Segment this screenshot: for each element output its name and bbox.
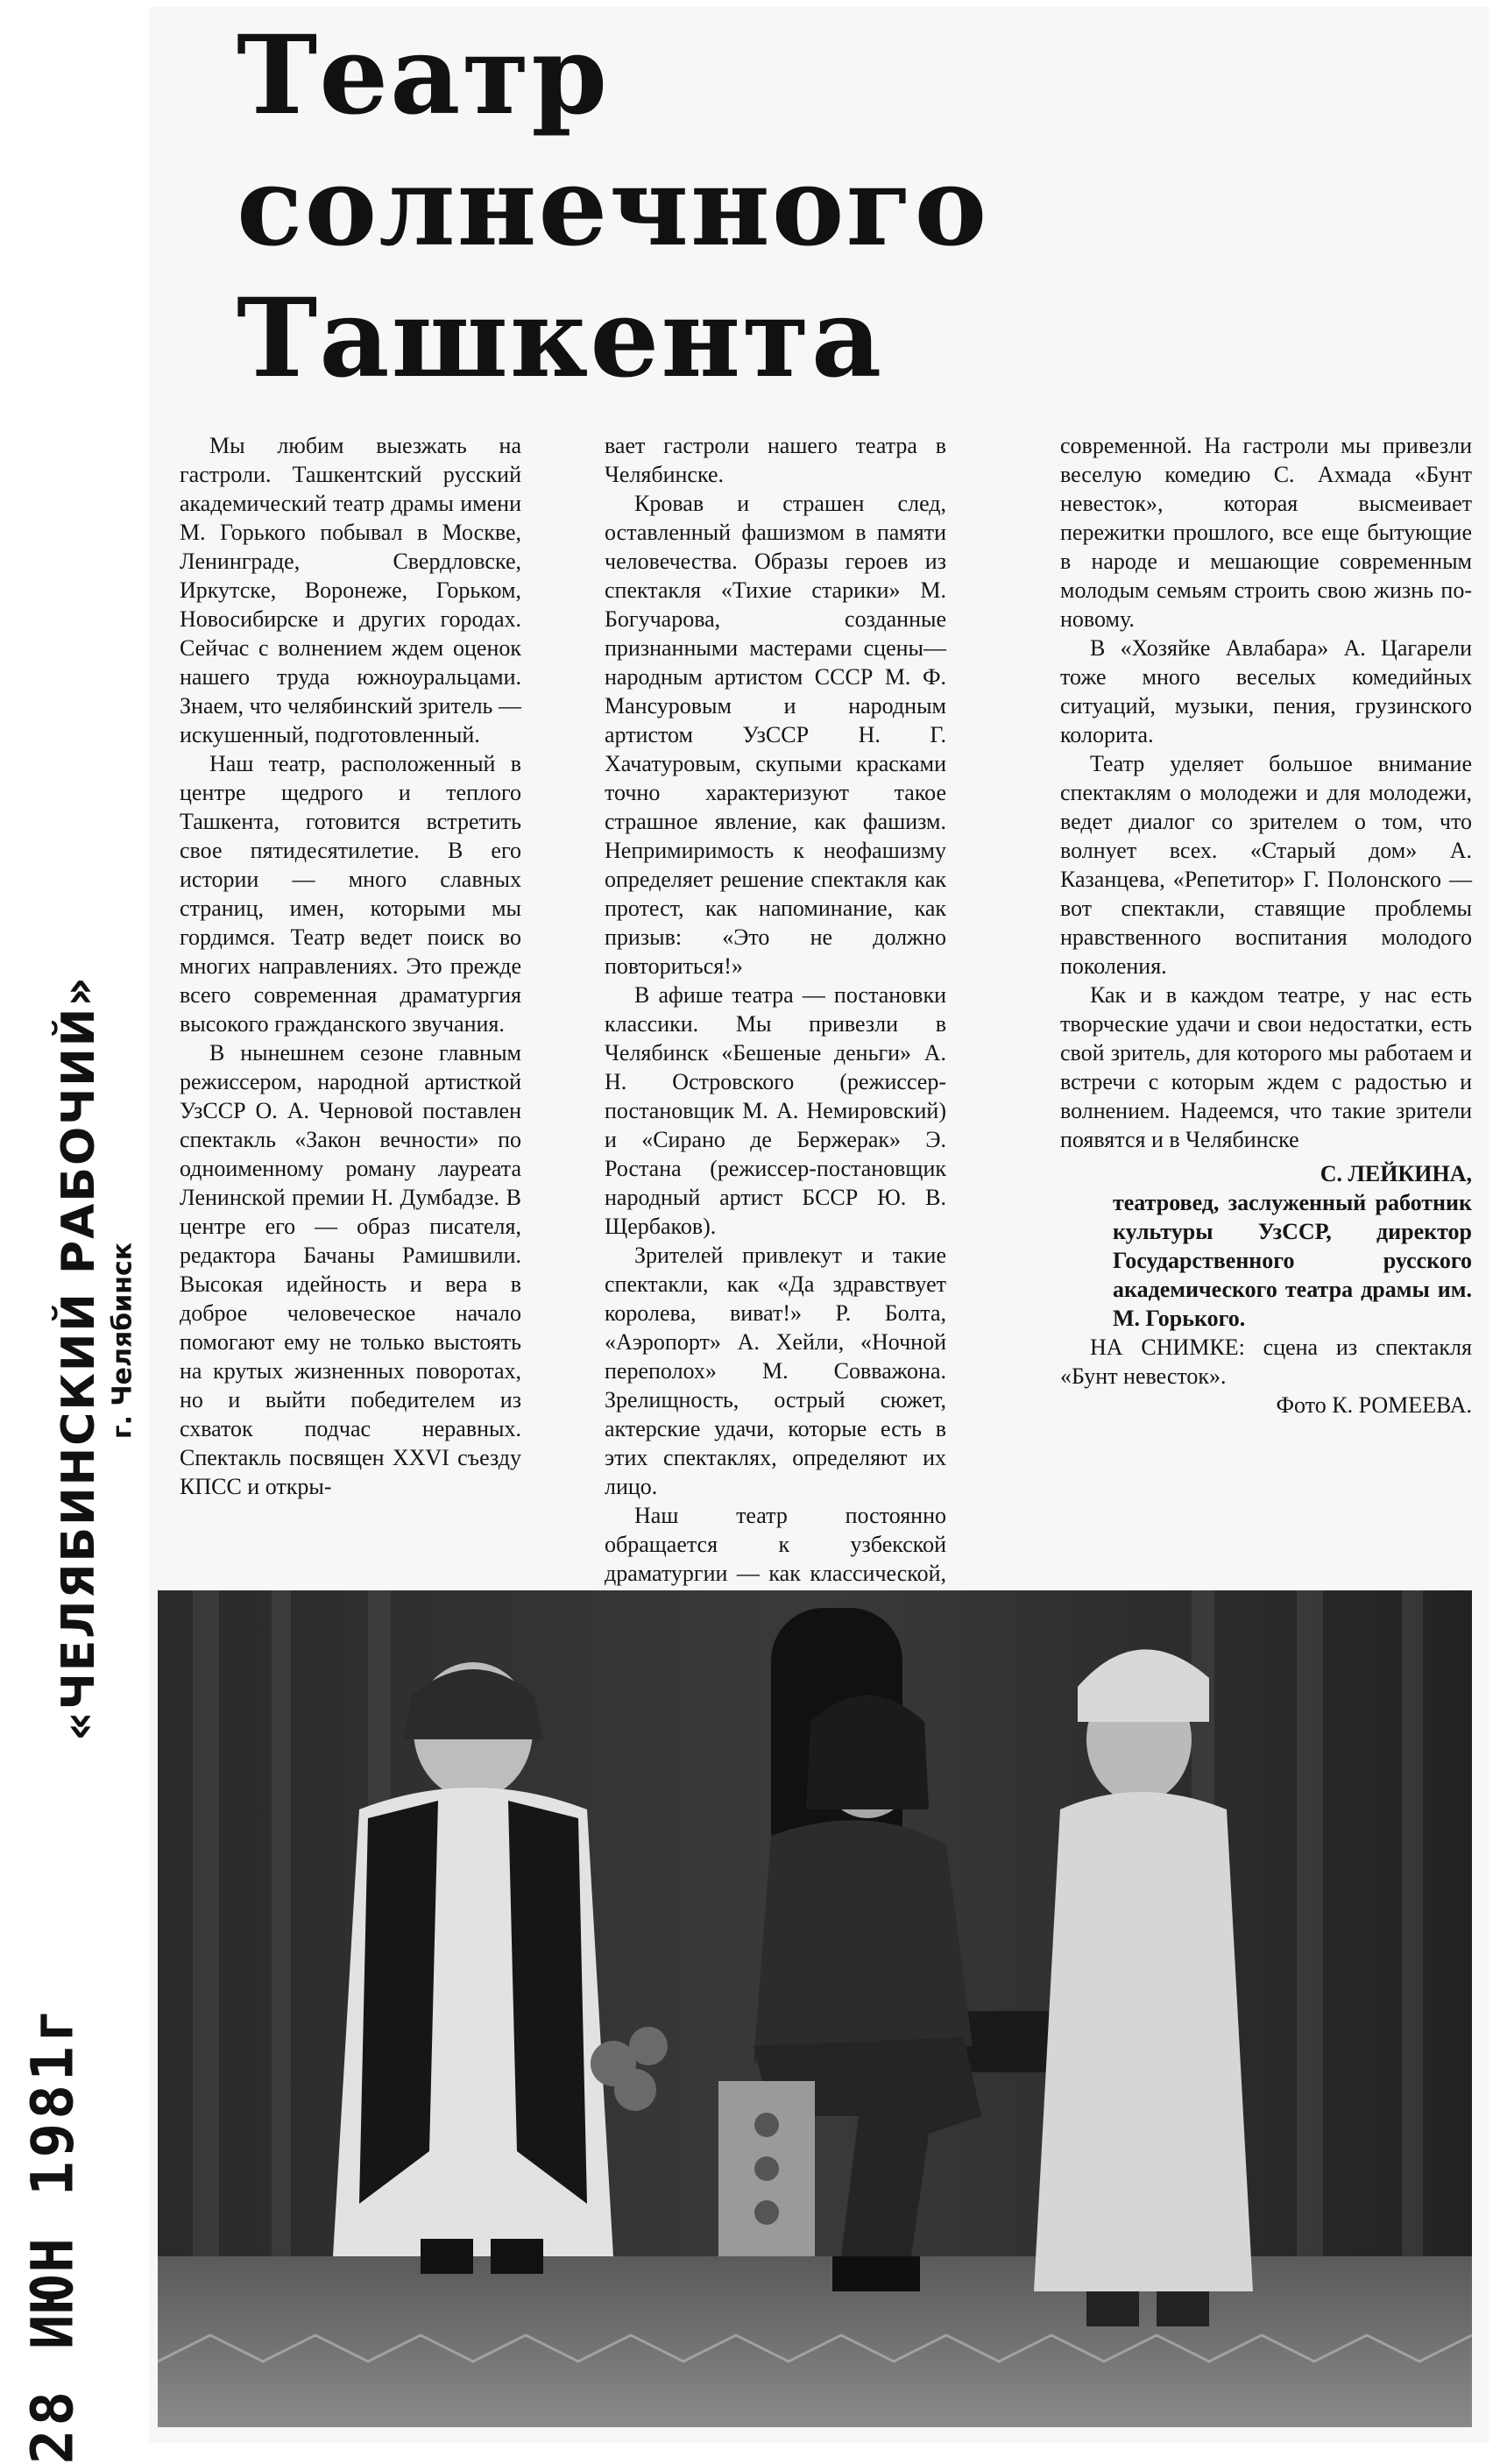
stool-pattern xyxy=(754,2113,779,2225)
article-column-2 xyxy=(605,431,946,1617)
paragraph: Наш театр, расположенный в центре щедрого и теплого Ташкента, готовится встретить свое пятидесятилетие. В его истории — много славных страниц, имен, которыми мы гордимся. Театр ведет поиск во многих направлениях. Это прежде всего современная драматургия высокого гражданского звучания. xyxy=(180,751,521,1037)
stage-scene-illustration xyxy=(158,1590,1472,2427)
paragraph: Зрителей привлекут и такие спектакли, как «Да здравствует королева, виват!» Р. Болта, «Аэропорт» А. Хейли, «Ночной переполох» М. Совважона. Зрелищность, острый сюжет, актерские удачи, которые есть в этих спектаклях, определяют их лицо. xyxy=(605,1243,946,1499)
headline-line-2: солнечного xyxy=(237,144,989,271)
paragraph: Мы любим выезжать на гастроли. Ташкентский русский академический театр драмы имени М. Горького побывал в Москве, Ленинграде, Свердловске, Иркутске, Воронеже, Горьком, Новосибирске и других городах. Сейчас с волнением ждем оценок нашего труда южноуральцами. Знаем, что челябинский зритель — искушенный, подготовленный. xyxy=(180,433,521,747)
paragraph: Театр уделяет большое внимание спектаклям о молодежи и для молодежи, ведет диалог со зрителем о том, что волнует всех. «Старый дом» А. Казанцева, «Репетитор» Г. Полонского — вот спектакли, ставящие проблемы нравственного воспитания молодого поколения. xyxy=(1060,751,1472,979)
paragraph: Кровав и страшен след, оставленный фашизмом в памяти человечества. Образы героев из спектакля «Тихие старики» М. Богучарова, созданные признанными мастерами сцены—народным артистом СССР М. Ф. Мансуровым и народным артистом УзССР Н. Г. Хачатуровым, скупыми красками точно характеризуют такое страшное явление, как фашизм. Непримиримость к неофашизму определяет решение спектакля как протест, как напоминание, как призыв: «Это не должно повториться!» xyxy=(605,491,946,979)
paragraph: Как и в каждом театре, у нас есть творческие удачи и свои недостатки, есть свой зритель, для которого мы работаем и встречи с которым ждем с радостью и волнением. Надеемся, что такие зрители появятся и в Челябинске xyxy=(1060,982,1472,1152)
headline xyxy=(237,11,1008,405)
date-stamp xyxy=(9,2004,96,2464)
author-name: С. ЛЕЙКИНА, xyxy=(1320,1161,1472,1186)
paragraph: В «Хозяйке Авлабара» А. Цагарели тоже много веселых комедийных ситуаций, музыки, пения, грузинского колорита. xyxy=(1060,635,1472,747)
publication-date: 28 ИЮН 1981г xyxy=(18,2004,87,2464)
paragraph: вает гастроли нашего театра в Челябинске. xyxy=(605,433,946,487)
headline-line-1: Театр xyxy=(237,12,610,139)
author-signature xyxy=(1060,1159,1472,1333)
publication-name: «ЧЕЛЯБИНСКИЙ РАБОЧИЙ» xyxy=(53,975,105,1741)
publication-city: г. Челябинск xyxy=(107,1242,138,1440)
stage-photo xyxy=(158,1590,1472,2427)
paragraph: В афише театра — постановки классики. Мы привезли в Челябинск «Бешеные деньги» А. Н. Островского (режиссер-постановщик М. А. Немировский) и «Сирано де Бержерак» Э. Ростана (режиссер-постановщик народный артист БССР Ю. В. Щербаков). xyxy=(605,982,946,1239)
headline-line-3: Ташкента xyxy=(237,275,884,402)
city-stamp xyxy=(96,1209,149,1472)
paragraph: Наш театр постоянно обращается к узбекской драматургии — как классической, xyxy=(605,1503,946,1586)
photo-caption: НА СНИМКЕ: сцена из спектакля «Бунт невесток». xyxy=(1060,1335,1472,1389)
paragraph: В нынешнем сезоне главным режиссером, народной артисткой УзССР О. А. Черновой поставлен спектакль «Закон вечности» по одноименному роману лауреата Ленинской премии Н. Думбадзе. В центре его — образ писателя, редактора Бачаны Рамишвили. Высокая идейность и вера в доброе человеческое начало помогают ему не только выстоять на крутых жизненных поворотах, но и выйти победителем из схваток подчас неравных. Спектакль посвящен XXVI съезду КПСС и откры- xyxy=(180,1040,521,1499)
article-column-3 xyxy=(1060,431,1472,1420)
paragraph: современной. На гастроли мы привезли веселую комедию С. Ахмада «Бунт невесток», которая высмеивает пережитки прошлого, все еще бытующие в народе и мешающие современным молодым семьям строить свою жизнь по-новому. xyxy=(1060,433,1472,632)
article-column-1 xyxy=(180,431,521,1501)
author-title: театровед, заслуженный работник культуры УзССР, директор Государственного русского академического театра драмы им. М. Горького. xyxy=(1113,1190,1472,1331)
photo-credit: Фото К. РОМЕЕВА. xyxy=(1276,1392,1472,1418)
